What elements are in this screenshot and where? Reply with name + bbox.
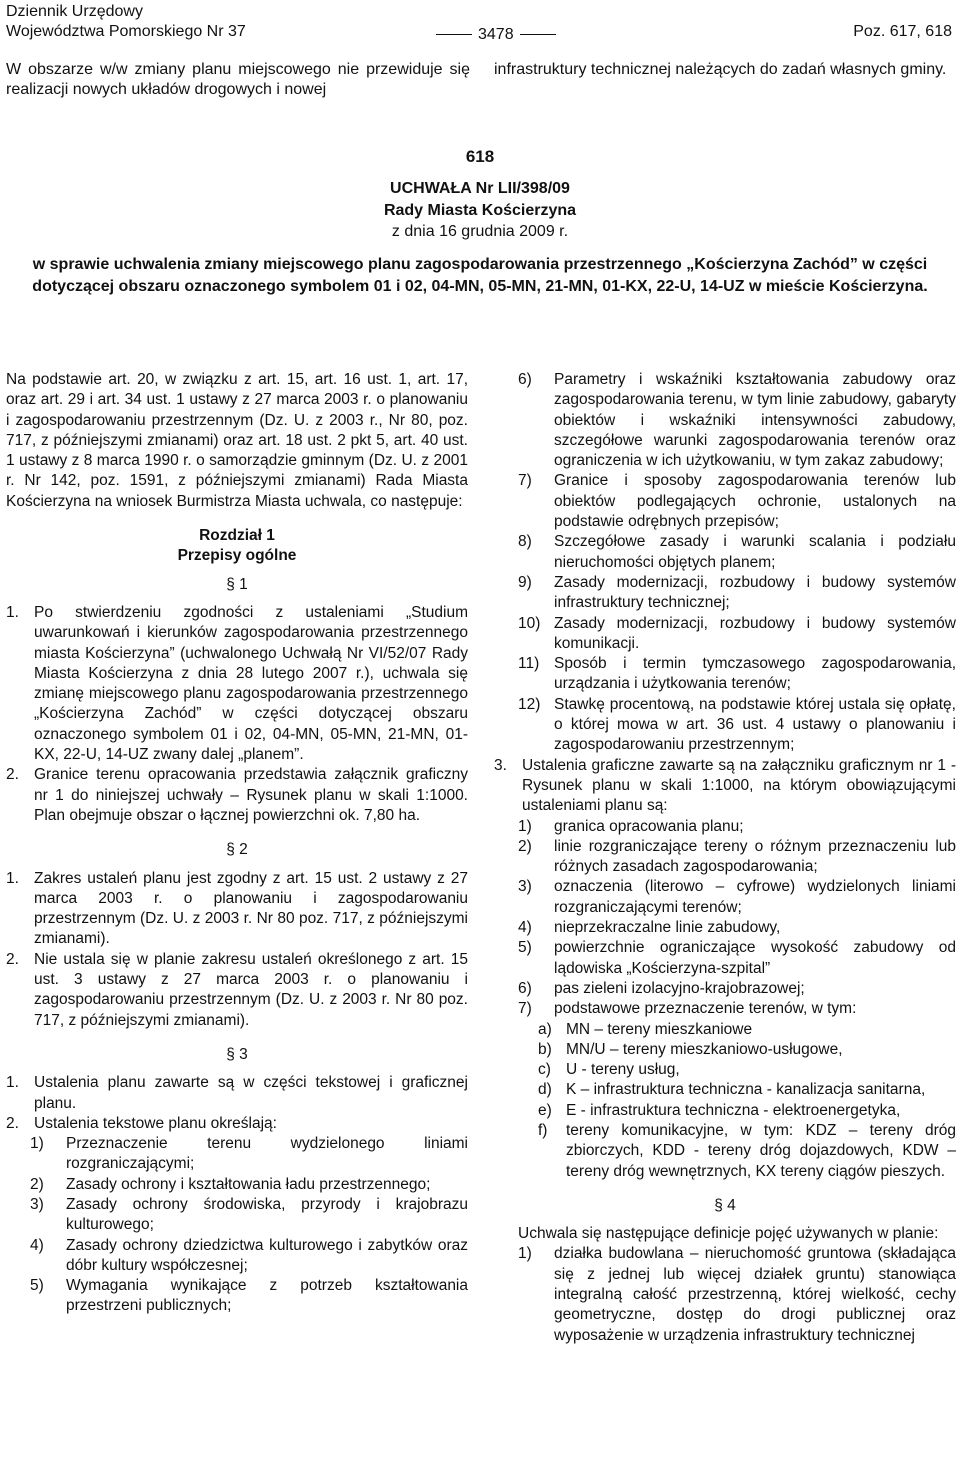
council-name: Rady Miasta Kościerzyna (383, 202, 577, 219)
list-item: 7) Granice i sposoby zagospodarowania terenów lub obiektów podlegających ochronie, ustalonych na podstawie odrębnych przepisów; (518, 472, 956, 531)
rule-left (436, 34, 472, 35)
resolution-title: UCHWAŁA Nr LII/398/09 (390, 180, 570, 197)
right-column (494, 370, 956, 1346)
journal-name: Dziennik Urzędowy (6, 3, 143, 20)
list-item: d) K – infrastruktura techniczna - kanalizacja sanitarna, (538, 1081, 926, 1099)
list-item: 3) Zasady ochrony środowiska, przyrody i krajobrazu kulturowego; (30, 1195, 468, 1234)
list-item: 1. Zakres ustaleń planu jest zgodny z art. 15 ust. 2 ustawy z 27 marca 2003 r. o planowaniu i zagospodarowaniu przestrzennym (Dz. U. z 2003 r. Nr 80 poz. 717, z późniejszymi zmianami). (6, 869, 468, 948)
list-item: 3) oznaczenia (literowo – cyfrowe) wydzielonych liniami rozgraniczającymi terenów; (518, 878, 956, 916)
list-item: 2) linie rozgraniczające tereny o różnym przeznaczeniu lub różnych zasadach zagospodarowania; (518, 837, 956, 876)
section-2: § 2 (226, 841, 248, 859)
chapter-number: Rozdział 1 (199, 527, 275, 545)
list-item: c) U - tereny usług, (538, 1061, 680, 1079)
list-item: 1. Ustalenia planu zawarte są w części tekstowej i graficznej planu. (6, 1074, 468, 1112)
list-item: 6) Parametry i wskaźniki kształtowania zabudowy oraz zagospodarowania terenu, w tym linie zabudowy, gabaryty obiektów i wskaźniki intensywności zabudowy, szczegółowe warunki zagospodarowania terenów oraz ograniczenia w ich użytkowaniu, w tym zakaz zabudowy; (518, 371, 956, 470)
page-number: 3478 (430, 25, 562, 45)
list-item: 4) Zasady ochrony dziedzictwa kulturowego i zabytków oraz dóbr kultury współczesnej; (30, 1236, 468, 1274)
section-1: § 1 (226, 575, 248, 593)
position-label: Poz. 617, 618 (853, 23, 952, 40)
list-item: f) tereny komunikacyjne, w tym: KDZ – tereny dróg zbiorczych, KDD - tereny dróg dojazdowych, KDW – tereny dróg wewnętrznych, KX tereny ciągów pieszych. (538, 1121, 956, 1180)
list-item: 5) Wymagania wynikające z potrzeb kształtowania przestrzeni publicznych; (30, 1277, 468, 1315)
list-item: 1) działka budowlana – nieruchomość gruntowa (składająca się z jednej lub więcej działek gruntu) stanowiąca integralną całość przestrzenną, której wielkość, cechy geometryczne, dostęp do drogi publicznej oraz wyposażenie w urządzenia infrastruktury technicznej (518, 1245, 956, 1344)
list-item: 2. Nie ustala się w planie zakresu ustaleń określonego z art. 15 ust. 3 ustawy z 27 marca 2003 r. o planowaniu i zagospodarowaniu przestrzennym (Dz. U. z 2003 r. Nr 80 poz. 717, z późniejszymi zmianami). (6, 950, 468, 1029)
list-item: 6) pas zieleni izolacyjno-krajobrazowej; (518, 979, 805, 997)
list-item: 7) podstawowe przeznaczenie terenów, w tym: (518, 1000, 857, 1018)
preamble: Na podstawie art. 20, w związku z art. 15, art. 16 ust. 1, art. 17, oraz art. 29 i art. 34 ust. 1 ustawy z 27 marca 2003 r. o planowaniu i zagospodarowaniu przestrzennym (Dz. U. z 2003 r., Nr 80, poz. 717, z późniejszymi zmianami) oraz art. 18 ust. 2 pkt 5, art. 40 ust. 1 ustawy z 8 marca 1990 r. o samorządzie gminnym (Dz. U. z 2001 r. Nr 142, poz. 1591, z późniejszymi zmianami) Rada Miasta Kościerzyna na wniosek Burmistrza Miasta uchwala, co następuje: (6, 371, 468, 510)
section-4-intro: Uchwala się następujące definicje pojęć używanych w planie: (518, 1225, 939, 1243)
act-number: 618 (465, 147, 495, 166)
list-item: 11) Sposób i termin tymczasowego zagospodarowania, urządzania i użytkowania terenów; (518, 655, 956, 693)
list-item: 10) Zasady modernizacji, rozbudowy i budowy systemów komunikacji. (518, 614, 956, 652)
list-item: 1) granica opracowania planu; (518, 817, 744, 835)
chapter-title: Przepisy ogólne (177, 547, 297, 565)
list-item: e) E - infrastruktura techniczna - elektroenergetyka, (538, 1101, 901, 1119)
list-item: 5) powierzchnie ograniczające wysokość zabudowy od lądowiska „Kościerzyna-szpital” (518, 939, 956, 977)
list-item: 2) Zasady ochrony i kształtowania ładu przestrzennego; (30, 1175, 431, 1193)
rule-right (520, 34, 556, 35)
journal-issue: Województwa Pomorskiego Nr 37 (6, 23, 246, 40)
resolution-date: z dnia 16 grudnia 2009 r. (391, 223, 569, 240)
list-item: 8) Szczegółowe zasady i warunki scalania i podziału nieruchomości objętych planem; (518, 533, 956, 571)
list-item: 12) Stawkę procentową, na podstawie której ustala się opłatę, o której mowa w art. 36 ust. 4 ustawy o planowaniu i zagospodarowaniu przestrzennym; (518, 695, 956, 754)
left-column (6, 370, 468, 1317)
section-3: § 3 (226, 1045, 248, 1063)
list-item: 4) nieprzekraczalne linie zabudowy, (518, 919, 781, 937)
top-left-paragraph: W obszarze w/w zmiany planu miejscowego nie przewiduje się realizacji nowych układów drogowych i nowej (6, 61, 470, 98)
list-item: 1) Przeznaczenie terenu wydzielonego liniami rozgraniczającymi; (30, 1135, 468, 1173)
list-item: 2. Granice terenu opracowania przedstawia załącznik graficzny nr 1 do niniejszej uchwały – Rysunek planu w skali 1:1000. Plan obejmuje obszar o łącznej powierzchni ok. 7,80 ha. (6, 766, 468, 824)
list-item: 3. Ustalenia graficzne zawarte są na załączniku graficznym nr 1 - Rysunek planu w skali 1:1000, na którym obowiązującymi ustaleniami planu są: (494, 756, 956, 815)
list-item: b) MN/U – tereny mieszkaniowo-usługowe, (538, 1040, 843, 1058)
resolution-subject: w sprawie uchwalenia zmiany miejscowego planu zagospodarowania przestrzennego „Kościerzyna Zachód” w części dotyczącej obszaru oznaczonego symbolem 01 i 02, 04-MN, 05-MN, 21-MN, 01-KX, 22-U, 14-UZ w mieście Kościerzyna. (32, 256, 928, 295)
list-item: a) MN – tereny mieszkaniowe (538, 1020, 753, 1038)
section-4: § 4 (714, 1196, 736, 1214)
top-right-paragraph: infrastruktury technicznej należących do zadań własnych gminy. (494, 61, 947, 78)
list-item: 9) Zasady modernizacji, rozbudowy i budowy systemów infrastruktury technicznej; (518, 573, 956, 612)
list-item: 2. Ustalenia tekstowe planu określają: (6, 1114, 277, 1132)
list-item: 1. Po stwierdzeniu zgodności z ustaleniami „Studium uwarunkowań i kierunków zagospodarowania przestrzennego miasta Kościerzyna” (uchwalonego Uchwałą Nr VI/52/07 Rady Miasta Kościerzyna z dnia 28 lutego 2007 r.), uchwala się zmianę miejscowego planu zagospodarowania przestrzennego „Kościerzyna Zachód” w części dotyczącej obszaru oznaczonego symbolem 01 i 02, 04-MN, 05-MN, 21-MN, 01-KX, 22-U, 14-UZ zwany dalej „planem”. (6, 603, 468, 764)
